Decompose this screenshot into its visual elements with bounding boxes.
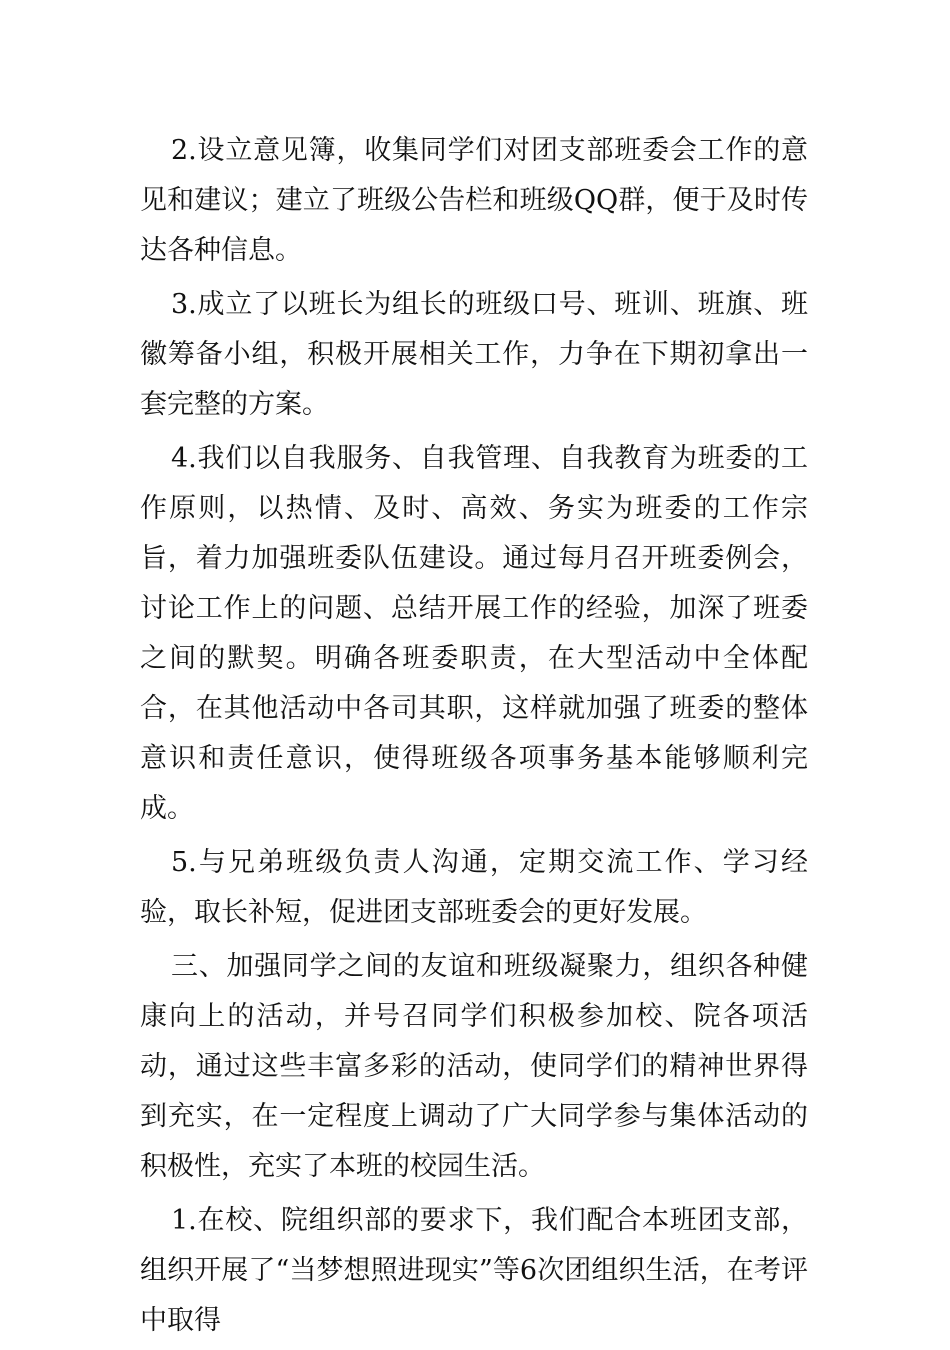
- paragraph-item-4: 4.我们以自我服务、自我管理、自我教育为班委的工作原则，以热情、及时、高效、务实为班委的工作宗旨，着力加强班委队伍建设。通过每月召开班委例会，讨论工作上的问题、总结开展工作的经验，加深了班委之间的默契。明确各班委职责，在大型活动中全体配合，在其他活动中各司其职，这样就加强了班委的整体意识和责任意识，使得班级各项事务基本能够顺利完成。: [140, 443, 808, 824]
- document-body: [140, 126, 808, 1350]
- paragraph-item-2: 2.设立意见簿，收集同学们对团支部班委会工作的意见和建议；建立了班级公告栏和班级QQ群，便于及时传达各种信息。: [140, 135, 808, 266]
- paragraph-item-3: 3.成立了以班长为组长的班级口号、班训、班旗、班徽筹备小组，积极开展相关工作，力争在下期初拿出一套完整的方案。: [140, 289, 808, 420]
- paragraph-item-5: 5.与兄弟班级负责人沟通，定期交流工作、学习经验，取长补短，促进团支部班委会的更好发展。: [140, 847, 808, 928]
- section-three-paragraph: 三、加强同学之间的友谊和班级凝聚力，组织各种健康向上的活动，并号召同学们积极参加校、院各项活动，通过这些丰富多彩的活动，使同学们的精神世界得到充实，在一定程度上调动了广大同学参与集体活动的积极性，充实了本班的校园生活。: [140, 951, 808, 1182]
- paragraph-item-1: 1.在校、院组织部的要求下，我们配合本班团支部，组织开展了“当梦想照进现实”等6次团组织生活，在考评中取得: [140, 1205, 808, 1336]
